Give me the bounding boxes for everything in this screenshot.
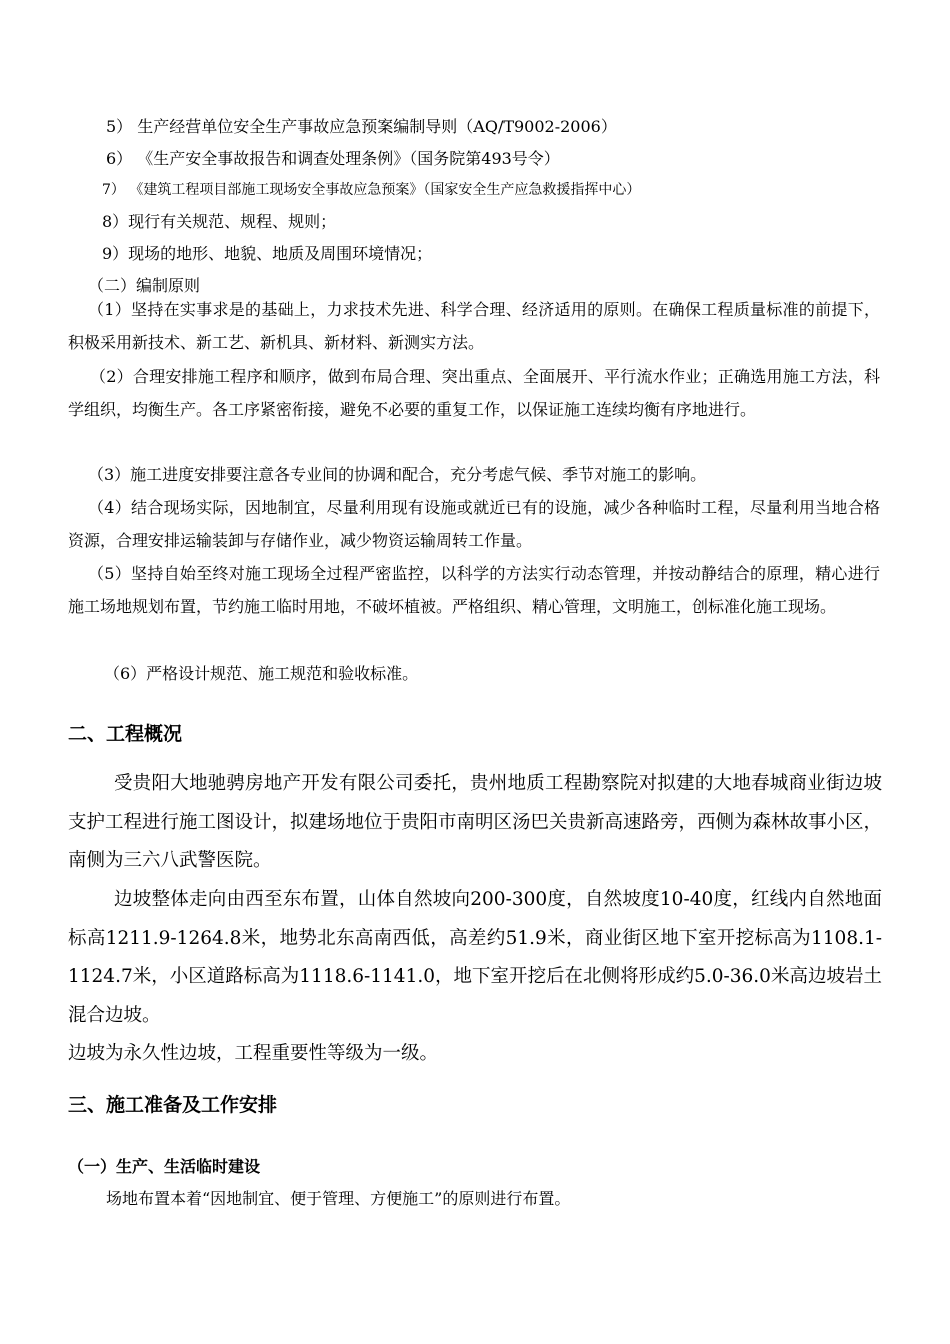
overview-paragraph-3: 边坡为永久性边坡，工程重要性等级为一级。 (68, 1043, 439, 1064)
principle-2: （2）合理安排施工程序和顺序，做到布局合理、突出重点、全面展开、平行流水作业；正确选用施工方法，科学组织，均衡生产。各工序紧密衔接，避免不必要的重复工作，以保证施工连续均衡有序地进行。 (68, 367, 880, 419)
principles-title: （二）编制原则 (88, 276, 201, 295)
principle-5: （5）坚持自始至终对施工现场全过程严密监控，以科学的方法实行动态管理，并按动静结合的原理，精心进行施工场地规划布置，节约施工临时用地，不破坏植被。严格组织、精心管理，文明施工，创标准化施工现场。 (68, 564, 880, 616)
reference-item-9: 9）现场的地形、地貌、地质及周围环境情况； (102, 244, 433, 263)
overview-paragraph-1: 受贵阳大地驰骋房地产开发有限公司委托，贵州地质工程勘察院对拟建的大地春城商业街边坡支护工程进行施工图设计，拟建场地位于贵阳市南明区汤巴关贵新高速路旁，西侧为森林故事小区，南侧为三六八武警医院。 (68, 773, 883, 871)
principle-4: （4）结合现场实际，因地制宜，尽量利用现有设施或就近已有的设施，减少各种临时工程，尽量利用当地合格资源，合理安排运输装卸与存储作业，减少物资运输周转工作量。 (68, 498, 880, 550)
reference-item-8: 8）现行有关规范、规程、规则； (102, 212, 337, 231)
reference-item-7: 7） 《建筑工程项目部施工现场安全事故应急预案》（国家安全生产应急救援指挥中心） (102, 182, 641, 198)
principle-6: （6）严格设计规范、施工规范和验收标准。 (104, 664, 419, 683)
site-layout-paragraph: 场地布置本着“因地制宜、便于管理、方便施工”的原则进行布置。 (106, 1189, 571, 1208)
reference-item-6: 6） 《生产安全事故报告和调查处理条例》（国务院第493号令） (106, 149, 560, 168)
subheading-temporary-construction: （一）生产、生活临时建设 (68, 1157, 261, 1176)
principle-3: （3）施工进度安排要注意各专业间的协调和配合，充分考虑气候、季节对施工的影响。 (88, 465, 707, 484)
section-heading-construction-preparation: 三、施工准备及工作安排 (68, 1094, 278, 1116)
section-heading-project-overview: 二、工程概况 (68, 723, 183, 745)
reference-item-5: 5） 生产经营单位安全生产事故应急预案编制导则（AQ/T9002-2006） (106, 117, 617, 136)
overview-paragraph-2: 边坡整体走向由西至东布置，山体自然坡向200-300度，自然坡度10-40度，红线内自然地面标高1211.9-1264.8米，地势北东高南西低，高差约51.9米，商业街区地下室开挖标高为1108.1-1124.7米，小区道路标高为1118.6-1141.0，地下室开挖后在北侧将形成约5.0-36.0米高边坡岩土混合边坡。 (68, 889, 882, 1026)
principle-1: （1）坚持在实事求是的基础上，力求技术先进、科学合理、经济适用的原则。在确保工程质量标准的前提下，积极采用新技术、新工艺、新机具、新材料、新测实方法。 (68, 300, 880, 352)
